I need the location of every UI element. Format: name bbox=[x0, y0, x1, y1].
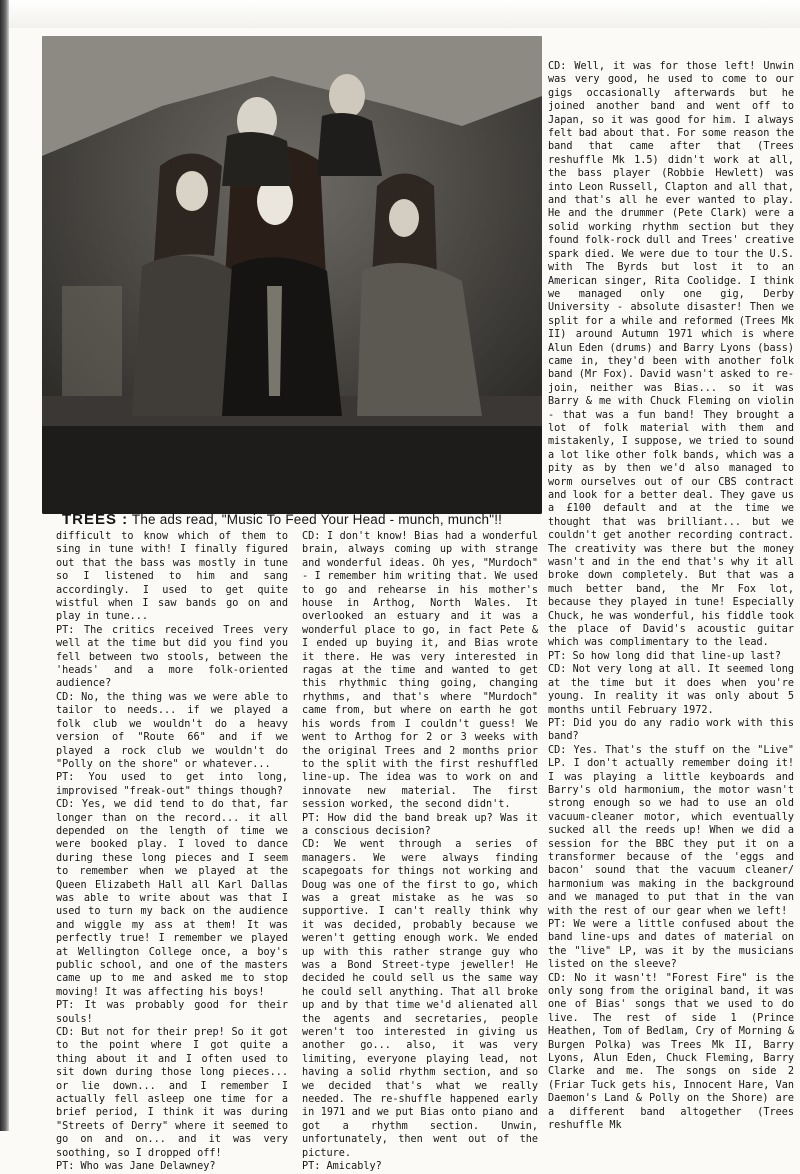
article-column-left bbox=[56, 530, 288, 1174]
caption-lead: TREES : bbox=[62, 511, 129, 528]
paragraph: difficult to know which of them to sing in tune with! I finally figured out that the bass was mostly in tune so I listened to him and sang accordingly. I used to get quite wistful when I saw bands go on and play in tune... bbox=[56, 531, 288, 623]
band-photo bbox=[42, 36, 542, 514]
paragraph: CD: Yes. That's the stuff on the "Live" LP. I don't actually remember doing it! I was playing a little keyboards and Barry's old harmonium, the motor wasn't strong enough so we had to use an old vacuum-cleaner motor, which eventually sucked all the reeds up! When we did a session for the BBC they put it on a transformer because of the 'eggs and bacon' sound that the vacuum cleaner/ harmonium was making in the background and we managed to put that in the van with the rest of our gear when we left! bbox=[548, 744, 794, 917]
paragraph: PT: Did you do any radio work with this band? bbox=[548, 717, 794, 743]
paragraph: CD: I don't know! Bias had a wonderful brain, always coming up with strange and wonderful ideas. Oh yes, "Murdoch" - I remember him writing that. We used to go and rehearse in his mother's house in Arthog, North Wales. It overlooked an estuary and it was a wonderful place to go, in fact Pete & I ended up buying it, and Bias wrote it there. He was very interested in ragas at the time and wanted to get this rhythmic thing going, changing rhythms, and that's where "Murdoch" came from, but where on earth he got his words from I couldn't guess! We went to Arthog for 2 or 3 weeks with the original Trees and 2 months prior to the split with the first reshuffled line-up. The idea was to work on and innovate new material. The first session worked, the second didn't. bbox=[302, 531, 538, 811]
paragraph: CD: Yes, we did tend to do that, far longer than on the record... it all depended on the length of time we were booked play. I loved to dance during these long pieces and I seem to remember when we played at the Queen Elizabeth Hall all Karl Dallas was able to write about was that I used to turn my back on the audience and wiggle my ass at them! It was perfectly true! I remember we played at Wellington College once, a boy's public school, and one of the masters came up to me and asked me to stop moving! It was affecting his boys! bbox=[56, 799, 288, 998]
paragraph: PT: Amicably? bbox=[302, 1161, 382, 1173]
paragraph: CD: Well, it was for those left! Unwin was very good, he used to come to our gigs occasionally afterwards but he joined another band and went off to Japan, so it was good for him. I always felt bad about that. For some reason the band that came after that (Trees reshuffle Mk 1.5) didn't work at all, the bass player (Robbie Hewlett) was into Leon Russell, Clapton and all that, and that's all he ever wanted to play. He and the drummer (Pete Clark) were a solid working rhythm section but they found folk-rock dull and Trees' creative spark died. We were due to tour the U.S. with The Byrds but lost it to an American singer, Rita Coolidge. I think we managed only one gig, Derby University - absolute disaster! Then we split for a while and reformed (Trees Mk II) around Autumn 1971 which is where Alun Eden (drums) and Barry Lyons (bass) came in, they'd been with another folk band (Mr Fox). David wasn't asked to re-join, neither was Bias... so it was Barry & me with Chuck Fleming on violin - that was a fun band! They brought a lot of folk material with them and mistakenly, I suppose, we tried to sound a lot like other folk bands, which was a pity as by then we'd also managed to worm ourselves out of our CBS contract and look for a better deal. They gave us a £100 default and at the time we thought that was brilliant... but we couldn't get another recording contract. The creativity was there but the money wasn't and in the end that's why it all broke down completely. But that was a much better band, the Mr Fox lot, because they played in tune! Especially Chuck, he was wonderful, his fiddle took the place of David's acoustic guitar which was complimentary to the lead. bbox=[548, 61, 794, 649]
paragraph: PT: Who was Jane Delawney? bbox=[56, 1161, 216, 1173]
paragraph: PT: The critics received Trees very well at the time but did you find you fell between two stools, between the 'heads' and a more folk-oriented audience? bbox=[56, 624, 288, 690]
page-top-margin bbox=[9, 0, 800, 28]
paragraph: PT: You used to get into long, improvised "freak-out" things though? bbox=[56, 772, 288, 797]
article-column-middle bbox=[302, 530, 538, 1174]
paragraph: CD: No it wasn't! "Forest Fire" is the only song from the original band, it was one of Bias' songs that we used to do live. The rest of side 1 (Prince Heathen, Tom of Bedlam, Cry of Morning & Burgen Polka) was Trees Mk II, Barry Lyons, Alun Eden, Chuck Fleming, Barry Clarke and me. The songs on side 2 (Friar Tuck gets his, Innocent Hare, Van Daemon's Land & Polly on the Shore) are a different band altogether (Trees reshuffle Mk bbox=[548, 972, 794, 1132]
paragraph: PT: It was probably good for their souls! bbox=[56, 1000, 288, 1025]
page-binding-edge bbox=[0, 0, 9, 1131]
photo-caption bbox=[62, 511, 542, 528]
paragraph: CD: Not very long at all. It seemed long at the time but it does when you're young. In reality it was only about 5 months until February 1972. bbox=[548, 664, 794, 716]
paragraph: CD: No, the thing was we were able to tailor to needs... if we played a folk club we wouldn't do a heavy version of "Route 66" and if we played a rock club we wouldn't do "Polly on the shore" or whatever... bbox=[56, 691, 288, 770]
caption-text: The ads read, "Music To Feed Your Head - munch, munch"!! bbox=[131, 512, 503, 527]
article-column-right bbox=[548, 60, 794, 1133]
paragraph: PT: We were a little confused about the band line-ups and dates of material on the "live" LP, was it by the musicians listed on the sleeve? bbox=[548, 919, 794, 971]
paragraph: CD: But not for their prep! So it got to the point where I got quite a thing about it and I often used to sit down during those long pieces... or lie down... and I remember I actually fell asleep one time for a brief period, I think it was during "Streets of Derry" where it seemed to go on and on... and it was very soothing, so I dropped off! bbox=[56, 1027, 288, 1159]
paragraph: PT: How did the band break up? Was it a conscious decision? bbox=[302, 812, 538, 837]
paragraph: CD: We went through a series of managers. We were always finding scapegoats for things not working and Doug was one of the first to go, which was a great mistake as he was so supportive. I can't really think why it was decided, probably because we weren't getting enough work. We ended up with this rather strange guy who was a Bond Street-type jeweller! He decided he could sell us the same way he could sell anything. That all broke up and by that time we'd alienated all the agents and secretaries, people weren't too interested in giving us another go... also, it was very limiting, everyone playing lead, not having a solid rhythm section, and so we decided that's what we really needed. The re-shuffle happened early in 1971 and we put Bias onto piano and got a rhythm section. Unwin, unfortunately, then went out of the picture. bbox=[302, 839, 538, 1159]
paragraph: PT: So how long did that line-up last? bbox=[548, 650, 782, 662]
